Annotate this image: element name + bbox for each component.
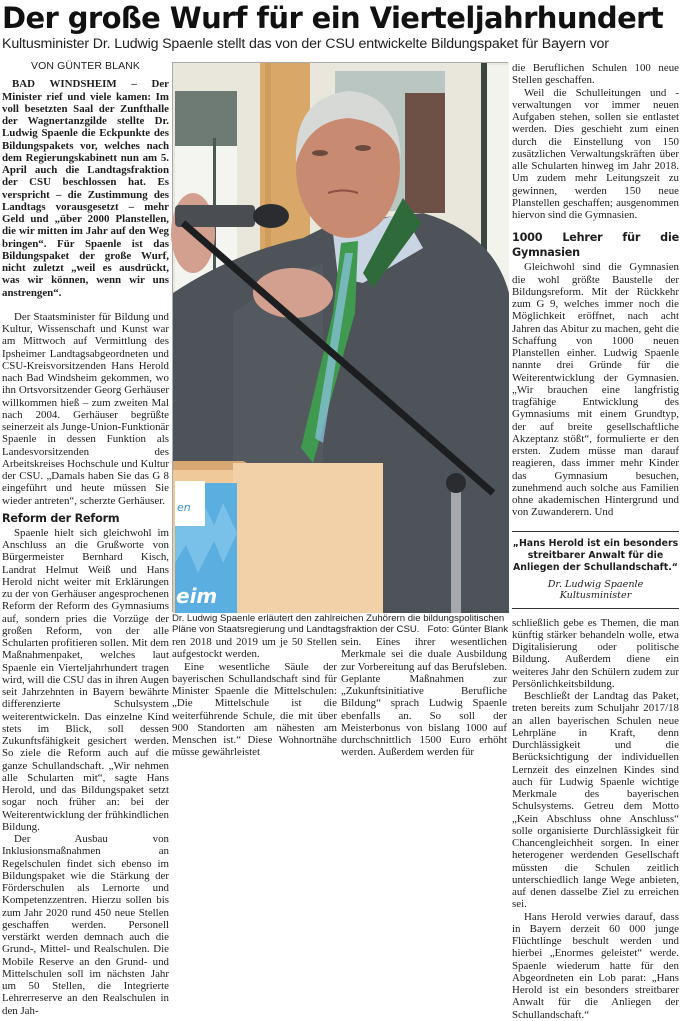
article-column-1 [2, 56, 169, 1017]
photo-caption [172, 613, 508, 635]
paragraph: Weil die Schulleitungen und -verwaltungen vor immer neuen Aufgaben stehen, sollen sie entlastet werden. Dies geschieht zum einen durch die Einstellung von 150 zusätzlichen Verwaltungskräften über alle Schularten hinweg im Jahr 2018. Um zudem mehr Leitungszeit zu gewinnen, werden 150 neue Planstellen geschaffen; ausgenommen hiervon sind die Gymnasien. [512, 86, 679, 221]
photo-credit: Foto: Günter Blank [427, 624, 508, 635]
paragraph: sein. Eines ihrer wesentlichen Merkmale sei die duale Ausbildung zur Vorbereitung auf das Berufsleben. Geplante Maßnahmen zur „Zukunftsinitiative Berufliche Bildung“ sprach Ludwig Spaenle ebenfalls an. So soll der Meisterbonus von bislang 1000 auf durchschnittlich 1500 Euro erhöht werden. Außerdem werden für [341, 636, 507, 759]
photo-minister-at-lectern [173, 63, 509, 613]
article-photo [172, 62, 508, 612]
paragraph: Der Staatsminister für Bildung und Kultur, Wissenschaft und Kunst war am Mittwoch auf Vermittlung des Ipsheimer Landtagsabgeordneten und CSU-Kreisvorsitzenden Hans Herold nach Bad Windsheim gekommen, wo ihn Ortsvorsitzender Georg Gerhäuser willkommen hieß – zum zweiten Mal nach 2004. Gerhäuser begrüßte seinerzeit als Junge-Union-Funktionär Spaenle in dessen Funktion als Landesvorsitzenden des Arbeitskreises Hochschule und Kultur der CSU. „Damals haben Sie das G 8 eingeführt und heute müssen Sie wieder antreten“, scherzte Gerhäuser. [2, 310, 169, 507]
paragraph: die Beruflichen Schulen 100 neue Stellen geschaffen. [512, 62, 679, 87]
byline: VON GÜNTER BLANK [31, 60, 140, 72]
subtitle: Kultusminister Dr. Ludwig Spaenle stellt das von der CSU entwickelte Bildungspaket für Bayern vor [2, 36, 609, 52]
paragraph: ren 2018 und 2019 um je 50 Stellen aufgestockt werden. [172, 636, 337, 661]
paragraph: Beschließt der Landtag das Paket, treten bereits zum Schuljahr 2017/18 an allen bayerischen Schulen neue Lehrpläne in Kraft, denn Durchlässigkeit und die Berücksichtigung der individuellen Lernzeit des einzelnen Kindes sind auch für Ludwig Spaenle wichtige Merkmale des bayerischen Schulsystems. Getreu dem Motto „Kein Abschluss ohne Anschluss“ solle organisierte Durchlässigkeit für Chancengleichheit sorgen. In einer heterogener werdenden Gesellschaft müssten die Schulen zeitlich unterschiedlich lange Wege anbieten, auf denen dasselbe Ziel zu erreichen sei. [512, 690, 679, 911]
article-column-3 [341, 636, 507, 759]
pull-quote-text: „Hans Herold ist ein besonders streitbarer Anwalt für die Anliegen der Schullandschaft.“ [512, 537, 679, 573]
quote-author-role: Kultusminister [559, 590, 632, 601]
pull-quote-author [512, 579, 679, 602]
headline: Der große Wurf für ein Vierteljahrhundert [2, 1, 664, 35]
pull-quote [512, 531, 679, 609]
subhead-gymnasien: 1000 Lehrer für die Gymnasien [512, 231, 679, 260]
subhead-reform: Reform der Reform [2, 511, 120, 525]
paragraph: Der Ausbau von Inklusionsmaßnahmen an Regelschulen findet sich ebenso im Bildungspaket wie die Stärkung der Förderschulen als Lernorte und Kompetenzzentren. Hierzu sollen bis zum Jahr 2020 rund 450 neue Stellen geschaffen werden. Personell verstärkt werden demnach auch die Grund-, Mittel- und Realschulen. Die Mobile Reserve an den Grund- und Mittelschulen soll im nächsten Jahr um 50 Stellen, die Integrierte Lehrerreserve an den Realschulen in den Jah- [2, 833, 169, 1017]
paragraph: Spaenle hielt sich gleichwohl im Anschluss an die Grußworte von Bürgermeister Bernhard Kisch, Landrat Helmut Weiß und Hans Herold nicht weiter mit Erklärungen zu der von Gerhäuser angesprochenen Reform der Reform des Gymnasiums auf, sondern pries die Vorzüge der großen Reform, von der alle Schularten profitieren sollen. Mit dem Maßnahmenpaket, welches laut Spaenle ein Vierteljahrhundert tragen wird, will die CSU das in ihren Augen seit Jahrzehnten in Bayern bewährte differenzierte Schulsystem weiterentwickeln. Das einzelne Kind stets im Blick, soll dessen Zukunftsfähigkeit gesichert werden. So ziele die Reform auch auf die ganze Schullandschaft. „Wir nehmen alle Schularten mit“, sagte Hans Herold, und das Bildungspaket setzt sogar noch früher an: bei der Weiterentwicklung der frühkindlichen Bildung. [2, 526, 169, 833]
quote-author-name: Dr. Ludwig Spaenle [547, 578, 644, 590]
lead-paragraph: BAD WINDSHEIM – Der Minister rief und viele kamen: Im voll besetzten Saal der Zunfthalle der Wagnertanzgilde stellte Dr. Ludwig Spaenle die Eckpunkte des Bildungspakets vor, welches nach dem Regierungskabinett nun am 5. April auch die Landtagsfraktion der CSU beschlossen hat. Es verspricht – die Zustimmung des Landtags vorausgesetzt – mehr Geld und „über 2000 Planstellen, die wir mitten im Jahr auf den Weg bringen“. Für Spaenle ist das Bildungspaket der große Wurf, nicht zuletzt „weil es ausdrückt, was wir können, wenn wir uns anstrengen“. [2, 78, 169, 299]
paragraph: schließlich gebe es Themen, die man künftig stärker behandeln wolle, etwa Digitalisierung oder politische Bildung. Außerdem diene ein weiteres Jahr den Schülern zudem zur Persönlichkeitsbildung. [512, 616, 679, 690]
paragraph: Hans Herold verwies darauf, dass in Bayern derzeit 60 000 junge Flüchtlinge beschult werden und hierbei „Enormes geleistet“ werde. Spaenle wiederum hatte für den Abgeordneten ein Lob parat: „Hans Herold ist ein besonders streitbarer Anwalt für die Anliegen der Schullandschaft.“ [512, 910, 679, 1021]
paragraph: Eine wesentliche Säule der bayerischen Schullandschaft sind für Minister Spaenle die Mittelschulen: „Die Mittelschule ist die weiterführende Schule, die mit über 900 Standorten am nähesten am Menschen ist.“ Diese Wohnortnähe müsse gewährleistet [172, 660, 337, 759]
article-column-2 [172, 636, 337, 759]
caption-text: Dr. Ludwig Spaenle erläutert den zahlreichen Zuhörern die bildungspolitischen Pläne von Staatsregierung und Landtagsfraktion der CSU. [172, 613, 505, 635]
article-column-4 [512, 62, 679, 1021]
paragraph: Gleichwohl sind die Gymnasien die wohl größte Baustelle der Bildungsreform. Mit der Rückkehr zum G 9, welches immer noch die Möglichkeit eröffnet, nach acht Jahren das Abitur zu machen, geht die Schaffung von 1000 neuen Planstellen einher. Ludwig Spaenle nannte drei Gründe für die Weiterentwicklung der Gymnasien. „Wir brauchen eine langfristig tragfähige Entwicklung des Gymnasiums mit einem Grundtyp, der auf breite gesellschaftliche Akzeptanz stößt“, formulierte er den ersten. Zudem müsse man darauf reagieren, dass immer mehr Kinder das Gymnasium besuchen, zunehmend auch solche aus Familien ohne akademischen Hintergrund und von Zuwanderern. Und [512, 261, 679, 519]
banner-fragment-top: en [177, 501, 191, 514]
banner-fragment-bottom: eim [176, 584, 218, 608]
